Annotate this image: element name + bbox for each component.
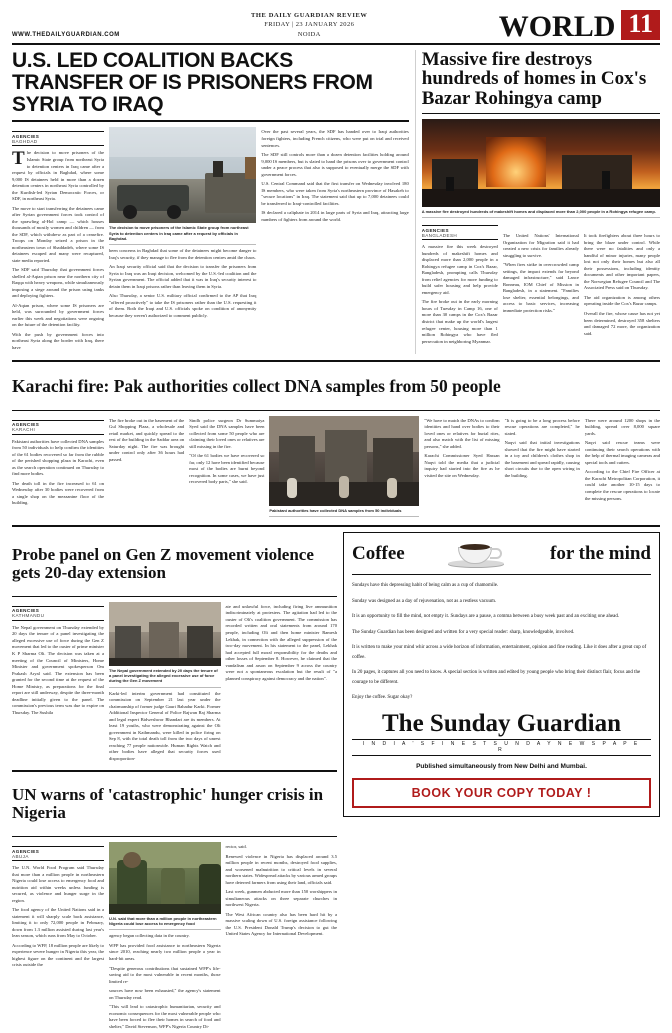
coxs-body-2: The United Nations' International Organization for Migration said it had created a new crisis for families already struggling to survive. "When fires strike in overcrowded camp settings, the impact extends far beyond damaged infrastructure," said Lance Bonneau, IOM Chief of Mission in Bangladesh, in a statement. "Families lose shelter, essential belongings, and access to basic services, increasing immediate protection risks." (502, 233, 579, 313)
lead-photo (109, 127, 256, 223)
coxs-body-1: A massive fire this week destroyed hundreds of makeshift homes and displaced more than 2,000 people in a Rohingya refugee camp in Cox's Bazar, Bangladesh, prompting calls Thursday from relief agencies for more funding to build safer housing and help provide emergency aid. The fire broke out in the early morning hours of Tuesday in Camp 16, one of more than 30 camps in the Cox's Bazar district that make up the world's largest refugee center, housing more than 1 million Rohingya who have fled persecution in neighboring Myanmar. (421, 244, 498, 344)
genz-agency: AGENCIES KATHMANDU (12, 606, 104, 621)
book-copy-button[interactable]: BOOK YOUR COPY TODAY ! (352, 778, 651, 808)
coxs-photo (422, 119, 660, 207)
karachi-headline: Karachi fire: Pak authorities collect DNA samples from 50 people (12, 375, 501, 396)
nigeria-col-3 (226, 842, 338, 1033)
nigeria-col-2 (109, 842, 221, 1033)
genz-place: KATHMANDU (12, 613, 45, 619)
coxs-bazar-story (415, 50, 660, 354)
genz-body-2: Karki-led interim government had constituted the commission on September 21 last year under the chairmanship of former judge Gauri Bahadur Karki. Former Additional Inspector General of Police Rajwan Raj Sharma and legal expert Bidweshwor Bhandari are its members. At least 19 youths, who were demonstrating against the Oli government in Kathmandu, were killed in police firing on Sep 8, with the total death toll from the two days of unrest reaching 77 people nationwide. Human Rights Watch and other bodies have alleged that security forces used disproportion- (109, 690, 221, 761)
lower-left-column (12, 532, 337, 1033)
ad-copy: Sundays have this depressing habit of being calm as a cup of chamomile. Sunday was designed as a day of rejuvenation, not as a restless vacuum. It is an opportunity to fill the mind, not empty it. Sundays are a pause, a comma between a busy week past and an exciting one ahead. The Sunday Guardian has been designed and written for a very special reader: sharp, knowledgeable, involved. It is written to make your mind whir across a wide horizon of information, entertainment, opinion and fine reading. Like it does after a great cup of coffee. In 20 pages, it captures all you need to know. A special section is written and edited by young people who bring their distinct flair, focus and the courage to be different. Enjoy the coffee. Sugar okay? (351, 583, 647, 701)
section-title: WORLD (498, 10, 616, 43)
ad-headline-right: for the mind (550, 543, 651, 565)
sg-logo-subtitle: I N D I A ' S F I N E S T S U N D A Y N E W S P A P E R (352, 739, 651, 756)
genz-photo-caption: The Nepal government extended by 20 days the tenure of a panel investigating the alleged excessive use of force during the Gen Z movement (109, 666, 221, 688)
karachi-body-5: "It is going to be a long process before rescue operations are completed," he stated. Naqvi said that initial investigations showed that the fire might have started in a toy and children's clothes shop in the basement and spread rapidly, causing short circuits due to the open wiring in the building. (504, 417, 580, 478)
karachi-col-1 (12, 416, 104, 520)
lead-body-3: Over the past several years, the SDF has handed over to Iraqi authorities foreign fighters, including French citizens, who were put on trial and received sentences. The SDF still controls more than a dozen detention facilities holding around 9,000 IS members, but is slated to hand the prisons over to government control under a peace process that also is supposed to eventually merge the SDF with government forces. U.S. Central Command said that the first transfer on Wednesday involved 180 IS members, who were taken from Syria's northeastern province of Hasakeh to "secure locations" in Iraq. The statement said that up to 7,000 detainees could be transferred to Iraqi-controlled facilities. IS declared a caliphate in 2014 in large parts of Syria and Iraq, attracting large numbers of fighters from around the world. (261, 129, 409, 222)
coxs-col-1 (422, 221, 498, 348)
section-block (498, 9, 660, 43)
karachi-place: KARACHI (12, 427, 36, 433)
coxs-body-3: It took firefighters about three hours to bring the blaze under control. While there were no fatalities and only a handful of minor injuries, many people lost not only their homes but also all their possessions, including identity documents and other important papers, the Norwegian Refugee Council and The Associated Press said on Thursday. The aid organization is among others operating inside the Cox's Bazar camps. Overall the fire, whose cause has not yet been determined, destroyed 358 shelters and damaged 72 more, the organization said. (583, 233, 660, 336)
karachi-body-4: "We have to match the DNAs to confirm identities and hand over bodies to their loved ones or relatives for burial rites, and also match with the list of missing persons," she added. Karachi Commissioner Syed Hassan Naqvi told the media that a judicial inquiry had started into the fire as he visited the site on Wednesday. (424, 417, 500, 478)
lead-photo-caption: The decision to move prisoners of the Islamic State group from northeast Syria to detention centers in Iraq came after a request by officials in Baghdad. (109, 223, 256, 245)
lead-story (12, 50, 409, 354)
genz-body-1: The Nepal government on Thursday extended by 20 days the tenure of a panel investigating the alleged excessive use of force during the Gen Z movement that led to the ouster of prime minister K P Sharma Oli. The decision was taken at a meeting of the Council of Ministers, Home Minister and government spokesperson Om Prakash Aryal said. The extension has been granted for the second time at the request of the Home Ministry, as preparations for the final report are still underway, despite the three-month deadline initially given to the panel. The commission's previous term was due to expire on Thursday. The Sushila (12, 624, 104, 715)
karachi-photo-col (269, 416, 419, 520)
nigeria-agency: AGENCIES ABUJA (12, 846, 104, 861)
karachi-story (12, 377, 660, 520)
lead-col-2 (109, 127, 256, 354)
karachi-col-2 (109, 416, 184, 520)
coxs-agency: AGENCIES BANGLADESH (422, 225, 498, 240)
ad-headline (352, 539, 651, 575)
coxs-place: BANGLADESH (421, 232, 458, 238)
ad-headline-left: Coffee (351, 543, 405, 565)
page-number: 11 (621, 10, 660, 40)
karachi-col-6 (585, 416, 660, 520)
karachi-body-3: Sindh police surgeon Dr Summaiya Syed said the DNA samples have been collected from some 50 people who are claiming their loved ones or relatives are still missing in the fire. "Of the 61 bodies we have recovered so far, only 12 have been identified because most of the bodies are burnt beyond recognition. In some cases, we have just recovered body parts," she said. (189, 417, 265, 485)
karachi-body-6: There were around 1200 shops in the building, spread over 8,000 square yards. Naqvi said rescue teams were continuing their search operations with the help of thermal imaging cameras and special tools and cutters. According to the Chief Fire Officer at the Karachi Metropolitan Corporation, it could take another 10-15 days to complete the rescue operations to locate the missing persons. (584, 417, 661, 501)
lead-body-1: The decision to move prisoners of the Islamic State group from northeast Syria to detention centers in Iraq came after a request by officials in Baghdad, where some 9,000 IS detainees held in more than a dozen detention centers in northeast Syria controlled by the Kurdish-led Syrian Democratic Forces, or SDF, in northeast Syria. The move to start transferring the detainees came after Syrian government forces took control of the sprawling al-Hol camp — which houses thousands of mostly women and children — from the SDF, which withdrew as part of a ceasefire. Troops on Monday seized a prison in the northeastern town of Shaddadeh, where some IS detainees escaped and many were recaptured, state media reported. The SDF said Thursday that government forces shelled al-Aqtan prison near the northern city of Raqqa with heavy weapons, while simultaneously imposing a siege around the prison using tanks and deploying fighters. Al-Aqtan prison, where some IS prisoners are held, was surrounded by government forces earlier this week and negotiations were ongoing on the future of the detention facility. With the push by government forces into northeast Syria along the border with Iraq, there have (12, 148, 104, 350)
ad-box (343, 532, 660, 817)
karachi-photo (269, 416, 419, 506)
edition-name: NOIDA (297, 30, 321, 38)
coxs-photo-caption: A massive fire destroyed hundreds of makeshift homes and displaced more than 2,000 people in a Rohingya refugee camp. (422, 207, 660, 218)
sg-logo-title: The Sunday Guardian (381, 709, 621, 737)
lead-col-1 (12, 127, 104, 354)
genz-col-2 (109, 602, 221, 765)
masthead (12, 10, 660, 45)
karachi-agency: AGENCIES KARACHI (12, 420, 104, 435)
genz-col-3 (226, 602, 338, 765)
nigeria-headline: UN warns of 'catastrophic' hunger crisis in Nigeria (12, 785, 324, 823)
paper-name: THE DAILY GUARDIAN REVIEW (250, 11, 368, 19)
coxs-headline: Massive fire destroys hundreds of homes in Cox's Bazar Rohingya camp (421, 49, 647, 109)
genz-body-3: ate and unlawful force, including firing live ammunition indiscriminately at protesters. The agitation had led to the ouster of Oli's coalition government. The commission has recorded written and oral statements from around 170 people, including Oli and then home minister Ramesh Lekhak, in connection with the alleged suppression of the two-day movement. In his statement to the panel, Lekhak had accepted full moral responsibility for the deaths and other losses of September 8. However, he claimed that the vandalism and arson on September 9 across the country were not a spontaneous escalation but the result of "a planned conspiracy against democracy and the nation". (225, 603, 337, 681)
karachi-col-4 (424, 416, 499, 520)
masthead-center (251, 11, 368, 40)
nigeria-body-1: The U.N. World Food Program said Thursday that more than a million people in northeastern Nigeria could lose access to emergency food and nutrition aid within weeks unless funding is secured, as violence and hunger surge in the region. The food agency of the United Nations said in a statement it will sharply scale back assistance, limiting it to only 72,000 people in February, down from 1.3 million assisted during last year's lean season, which runs from May to October. According to WFP, 18 million people are likely to experience severe hunger in Nigeria this year, the highest figure on the continent and the largest crisis outside the (12, 865, 104, 968)
date-line: FRIDAY | 23 JANUARY 2026 (264, 21, 355, 29)
karachi-photo-caption: Pakistani authorities have collected DNA samples from 50 individuals (269, 506, 419, 517)
coxs-col-2 (503, 221, 579, 348)
nigeria-photo-caption: U.N. said that more than a million people in northeastern Nigeria could lose access to emergency food (109, 914, 221, 930)
karachi-body-1: Pakistani authorities have collected DNA samples from 50 individuals to help confirm the identities of the 61 bodies recovered so far from the rubble of the perished shopping plaza in Karachi, even as the search operation continued on Thursday to find more bodies. The death toll in the fire increased to 61 on Wednesday after 30 bodies were recovered from a single shop on the mezzanine floor of the building. (12, 438, 104, 506)
nigeria-place: ABUJA (12, 853, 29, 859)
karachi-col-3 (189, 416, 264, 520)
lower-zone (12, 532, 660, 1033)
nigeria-body-3: rector, said. Renewed violence in Nigeria has displaced around 3.5 million people in recent months, destroyed food supplies, and worsened malnutrition to critical levels in several northern states. Widespread attacks by various armed groups have deterred farmers from using their land, officials said. Last week, gunmen abducted more than 150 worshippers in simultaneous attacks on three separate churches in northwest Nigeria. The West African country also has been hard hit by a massive scaling down of U.S. foreign assistance following the U.S. President Donald Trump's decision to gut the United States Agency for International Development. (225, 844, 337, 937)
website-url: WWW.THEDAILYGUARDIAN.COM (12, 32, 120, 38)
lead-body-2: been concerns in Baghdad that some of the detainees might become danger to Iraq's security, if they manage to flee from the detention centres amid the chaos. An Iraqi security official said that the decision to transfer the prisoners from Syria to Iraq was an Iraqi decision, welcomed by the U.S.-led coalition and the Syrian government. The official added that it was in Iraq's security interest to detain them in Iraqi prisons rather than leaving them in Syria. Also Thursday, a senior U.S. military official confirmed to the AP that Iraq "offered proactively" to take the IS prisoners rather than the U.S. requesting it of them. Both the Iraqi and U.S. officials spoke on condition of anonymity because they weren't authorized to comment publicly. (109, 248, 257, 318)
top-zone (12, 50, 660, 354)
nigeria-col-1 (12, 842, 104, 1033)
lead-col-3 (261, 127, 408, 354)
sunday-guardian-logo (352, 711, 651, 757)
genz-headline: Probe panel on Gen Z movement violence gets 20-day extension (12, 545, 314, 582)
genz-photo (109, 602, 221, 666)
karachi-body-2: The fire broke out in the basement of the Gul Shopping Plaza, a wholesale and retail market, and quickly spread to the rest of the building in the Saddar area on Saturday night. The fire was brought under control only after 36 hours had passed. (109, 417, 185, 462)
nigeria-body-2: agency began collecting data in the country. WFP has provided food assistance to northeastern Nigeria since 2010, reaching nearly two million people a year in hard-hit areas. "Despite generous contributions that sustained WFP's life-saving aid to the most vulnerable in recent months, those limited re- sources have now been exhausted," the agency's statement on Thursday read. "This will lead to catastrophic humanitarian, security and economic consequences for the most vulnerable people who have been forced to flee their homes in search of food and shelter," David Stevenson, WFP's Nigeria Country Di- (109, 933, 221, 1029)
coxs-col-3 (584, 221, 660, 348)
coffee-cup-icon (448, 539, 506, 569)
lead-agency: AGENCIES BAGHDAD (12, 131, 104, 146)
sunday-guardian-ad (343, 532, 660, 1033)
sg-publish-note: Published simultaneously from New Delhi and Mumbai. (416, 763, 587, 771)
lead-place: BAGHDAD (12, 138, 38, 144)
lead-headline: U.S. LED COALITION BACKS TRANSFER OF IS PRISONERS FROM SYRIA TO IRAQ (12, 49, 373, 116)
nigeria-photo (109, 842, 221, 914)
karachi-col-5 (505, 416, 580, 520)
genz-col-1 (12, 602, 104, 765)
